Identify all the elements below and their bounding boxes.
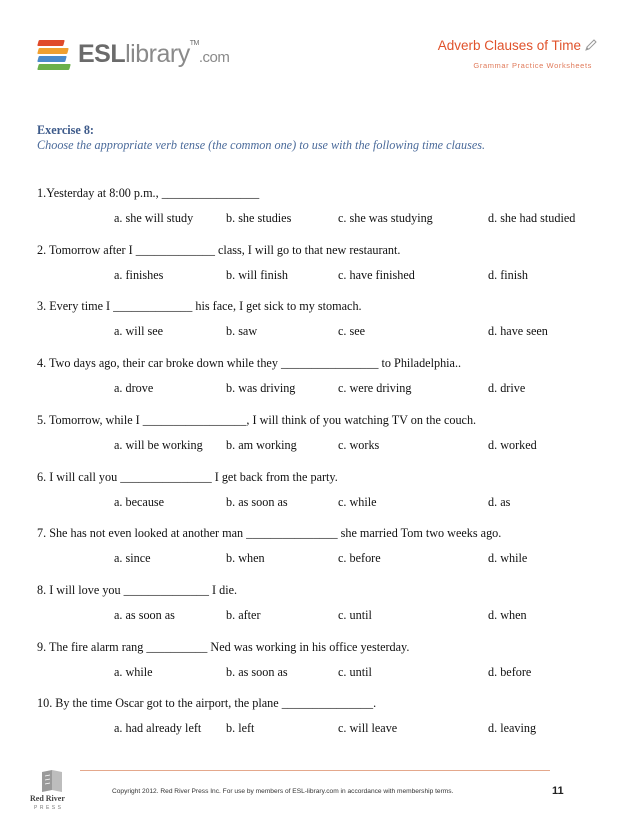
answer-option: d. as — [488, 494, 511, 509]
answer-option: c. have finished — [338, 267, 415, 282]
answer-option: c. while — [338, 494, 377, 509]
question-text: 4. Two days ago, their car broke down while they ________________ to Philadelphia.. — [37, 356, 462, 371]
answer-option: c. were driving — [338, 381, 412, 396]
question-text: 3. Every time I _____________ his face, I get sick to my stomach. — [37, 299, 362, 314]
answer-option: a. because — [114, 494, 165, 509]
answer-option: b. when — [226, 551, 265, 566]
answer-option: c. will leave — [338, 721, 398, 736]
question-text: 7. She has not even looked at another man _______________ she married Tom two weeks ago. — [37, 526, 502, 541]
answer-option: b. will finish — [226, 267, 288, 282]
answer-option: b. as soon as — [226, 664, 288, 679]
question-text: 1.Yesterday at 8:00 p.m., ________________ — [37, 186, 260, 200]
answer-option: d. before — [488, 664, 532, 679]
answer-option: c. until — [338, 607, 372, 622]
answer-option: c. before — [338, 551, 381, 566]
question-text: 6. I will call you _______________ I get back from the party. — [37, 469, 338, 484]
publisher-press: PRESS — [34, 805, 64, 811]
answer-option: a. as soon as — [114, 607, 175, 622]
question-text: 8. I will love you ______________ I die. — [37, 582, 238, 597]
answer-option: a. while — [114, 664, 153, 679]
answer-option: d. she had studied — [488, 211, 576, 225]
answer-option: a. will be working — [114, 437, 203, 452]
exercise-title: Exercise 8: — [37, 123, 94, 137]
answer-option: d. drive — [488, 381, 526, 396]
answer-option: d. worked — [488, 437, 537, 452]
answer-option: a. since — [114, 551, 151, 566]
answer-option: a. finishes — [114, 267, 164, 282]
answer-option: d. when — [488, 607, 527, 622]
logo-wordmark: ESLlibrary™.com — [78, 40, 230, 68]
answer-option: a. had already left — [114, 721, 202, 736]
answer-option: b. after — [226, 607, 261, 622]
pencil-icon — [584, 38, 598, 52]
answer-option: b. saw — [226, 324, 258, 339]
books-logo-icon — [38, 40, 72, 70]
answer-option: d. finish — [488, 267, 528, 282]
answer-option: b. was driving — [226, 381, 296, 396]
question-text: 5. Tomorrow, while I _________________, I will think of you watching TV on the couch. — [37, 412, 477, 427]
answer-option: d. while — [488, 551, 528, 566]
exercise-instruction: Choose the appropriate verb tense (the common one) to use with the following time clauses. — [37, 138, 486, 152]
answer-option: b. left — [226, 721, 255, 736]
question-text: 10. By the time Oscar got to the airport, the plane _______________. — [37, 696, 377, 711]
answer-option: a. will see — [114, 324, 164, 339]
answer-option: b. she studies — [226, 211, 292, 225]
answer-option: c. see — [338, 324, 366, 339]
publisher-name: Red River — [30, 794, 65, 803]
worksheet-title: Adverb Clauses of Time — [438, 38, 598, 53]
page-number: 11 — [552, 785, 564, 797]
answer-option: c. works — [338, 437, 380, 452]
question-text: 2. Tomorrow after I _____________ class, I will go to that new restaurant. — [37, 242, 401, 257]
answer-option: c. until — [338, 664, 372, 679]
footer-rule — [80, 770, 550, 771]
answer-option: b. am working — [226, 437, 297, 452]
answer-option: c. she was studying — [338, 211, 433, 225]
esl-library-logo — [38, 38, 238, 74]
answer-option: a. drove — [114, 381, 154, 396]
worksheet-subtitle: Grammar Practice Worksheets — [473, 61, 592, 70]
answer-option: a. she will study — [114, 211, 194, 225]
answer-option: b. as soon as — [226, 494, 288, 509]
question-text: 9. The fire alarm rang __________ Ned was working in his office yesterday. — [37, 639, 410, 654]
answer-option: d. leaving — [488, 721, 537, 736]
answer-option: d. have seen — [488, 324, 548, 339]
copyright-notice: Copyright 2012. Red River Press Inc. For use by members of ESL-library.com in accordance with membership terms. — [112, 788, 454, 795]
